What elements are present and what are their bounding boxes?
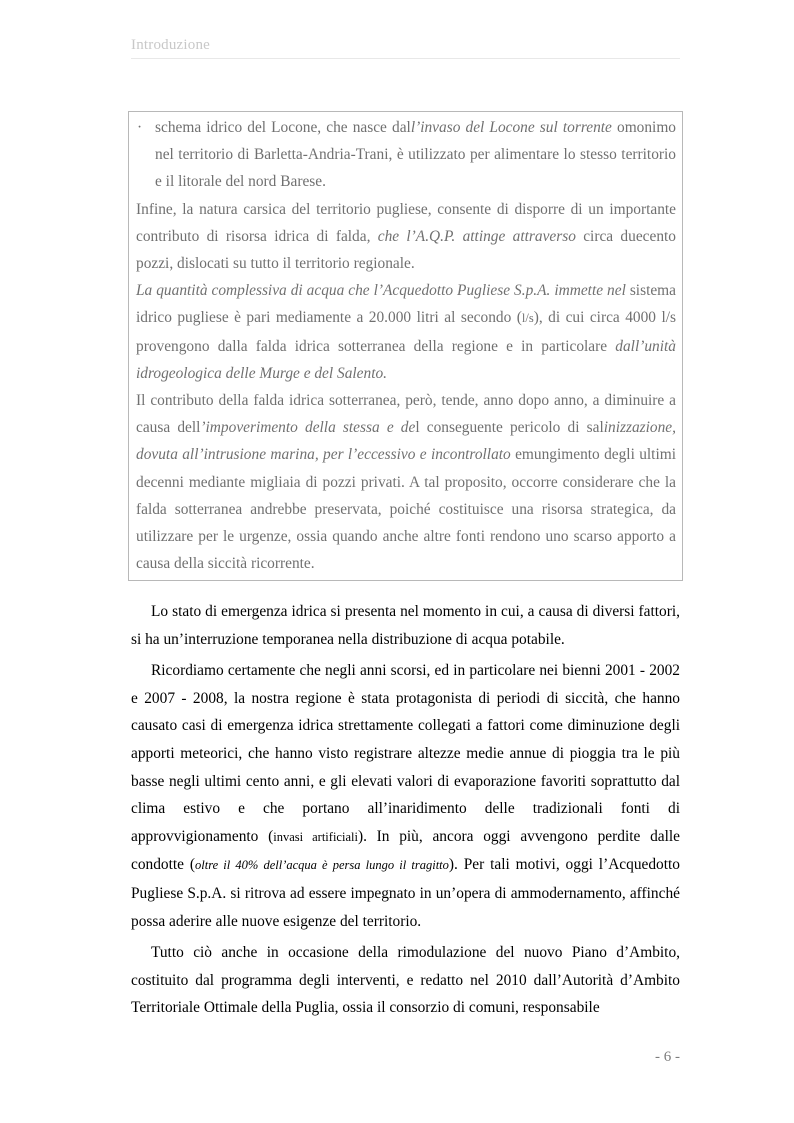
italic-run: l’invaso del Locone sul torrente — [410, 119, 612, 136]
header-title: Introduzione — [131, 37, 211, 53]
body-paragraph-3: Tutto ciò anche in occasione della rimodulazione del nuovo Piano d’Ambito, costituito dal programma degli interventi, e redatto nel 2010 dall’Autorità d’Ambito Territoriale Ottimale della Puglia, ossia il consorzio di comuni, responsabile — [131, 944, 680, 1017]
text-run: l conseguente pericolo di sal — [415, 419, 604, 437]
italic-run: ’impoverimento della stessa e de — [200, 419, 416, 437]
running-header — [131, 37, 680, 59]
page-number: - 6 - — [655, 1049, 680, 1065]
text-run: Infine, la natura carsica del territorio pugliese, consente di disporre di un importante contributo di risorsa idrica di falda — [136, 200, 676, 245]
text-run: sistema idrico pugliese è pari mediamente a 20.000 litri al secondo ( — [136, 282, 676, 327]
bullet-item-locone — [136, 114, 676, 196]
text-run: schema idrico del Locone, che nasce dal — [155, 119, 411, 136]
text-run: emungimento degli ultimi decenni mediante migliaia di pozzi privati. A tal proposito, occorre considerare che la falda sotterranea andrebbe preservata, poiché costituisce una risorsa strategica, da utilizzare per le urgenze, ossia quando anche altre fonti rendono uno scarso apporto a causa della siccità ricorrente. — [136, 446, 676, 573]
box-paragraph-2 — [136, 277, 676, 387]
italic-run: dall’unità idrogeologica delle Murge e del Salento. — [136, 337, 676, 382]
body-text — [131, 598, 680, 1026]
italic-run: inizzazione, dovuta all’intrusione marina, per l’eccessivo e incontrollato — [136, 419, 676, 464]
italic-run: , che l’A.Q.P. attinge attraverso — [366, 227, 576, 245]
unit-run: l/s — [521, 311, 534, 326]
text-run: ), di cui circa 4000 l/s provengono dalla falda idrica sotterranea della regione e in particolare — [136, 309, 677, 355]
text-run: ). In più, ancora oggi avvengono perdite dalle condotte ( — [131, 827, 680, 874]
text-run: omonimo nel territorio di Barletta-Andria-Trani, è utilizzato per alimentare lo stesso territorio e il litorale del nord Barese. — [155, 119, 676, 191]
text-run: Il contributo della falda idrica sotterranea, però, tende, anno dopo anno, a diminuire a causa dell — [136, 392, 676, 437]
text-run: ). Per tali motivi, oggi l’Acquedotto Pugliese S.p.A. si ritrova ad essere impegnato in un’opera di ammodernamento, affinché possa aderire alle nuove esigenze del territorio. — [131, 856, 680, 930]
body-paragraph-2 — [131, 657, 680, 935]
italic-run: La quantità complessiva di acqua che l’Acquedotto Pugliese S.p.A. immette nel — [136, 282, 626, 300]
box-paragraph-1 — [136, 196, 676, 278]
quoted-box — [128, 111, 683, 581]
text-run: Ricordiamo certamente che negli anni scorsi, ed in particolare nei bienni 2001 - 2002 e 2007 - 2008, la nostra regione è stata protagonista di periodi di siccità, che hanno causato casi di emergenza idrica strettamente collegati a fattori come diminuzione degli apporti meteorici, che hanno visto registrare altezze medie annue di pioggia tra le più basse negli ultimi cento anni, e gli elevati valori di evaporazione favoriti soprattutto dal clima estivo e che portano all’inaridimento delle tradizionali fonti di approvvigionamento ( — [131, 662, 680, 845]
body-paragraph-1: Lo stato di emergenza idrica si presenta nel momento in cui, a causa di diversi fattori, si ha un’interruzione temporanea nella distribuzione di acqua potabile. — [131, 603, 680, 648]
italic-run: oltre il 40% dell’acqua è persa lungo il tragitto — [195, 858, 449, 873]
text-run: circa duecento pozzi, dislocati su tutto il territorio regionale. — [136, 227, 676, 273]
small-run: invasi artificiali — [273, 829, 358, 844]
box-paragraph-3 — [136, 387, 676, 577]
bullet-marker: · — [137, 119, 143, 136]
